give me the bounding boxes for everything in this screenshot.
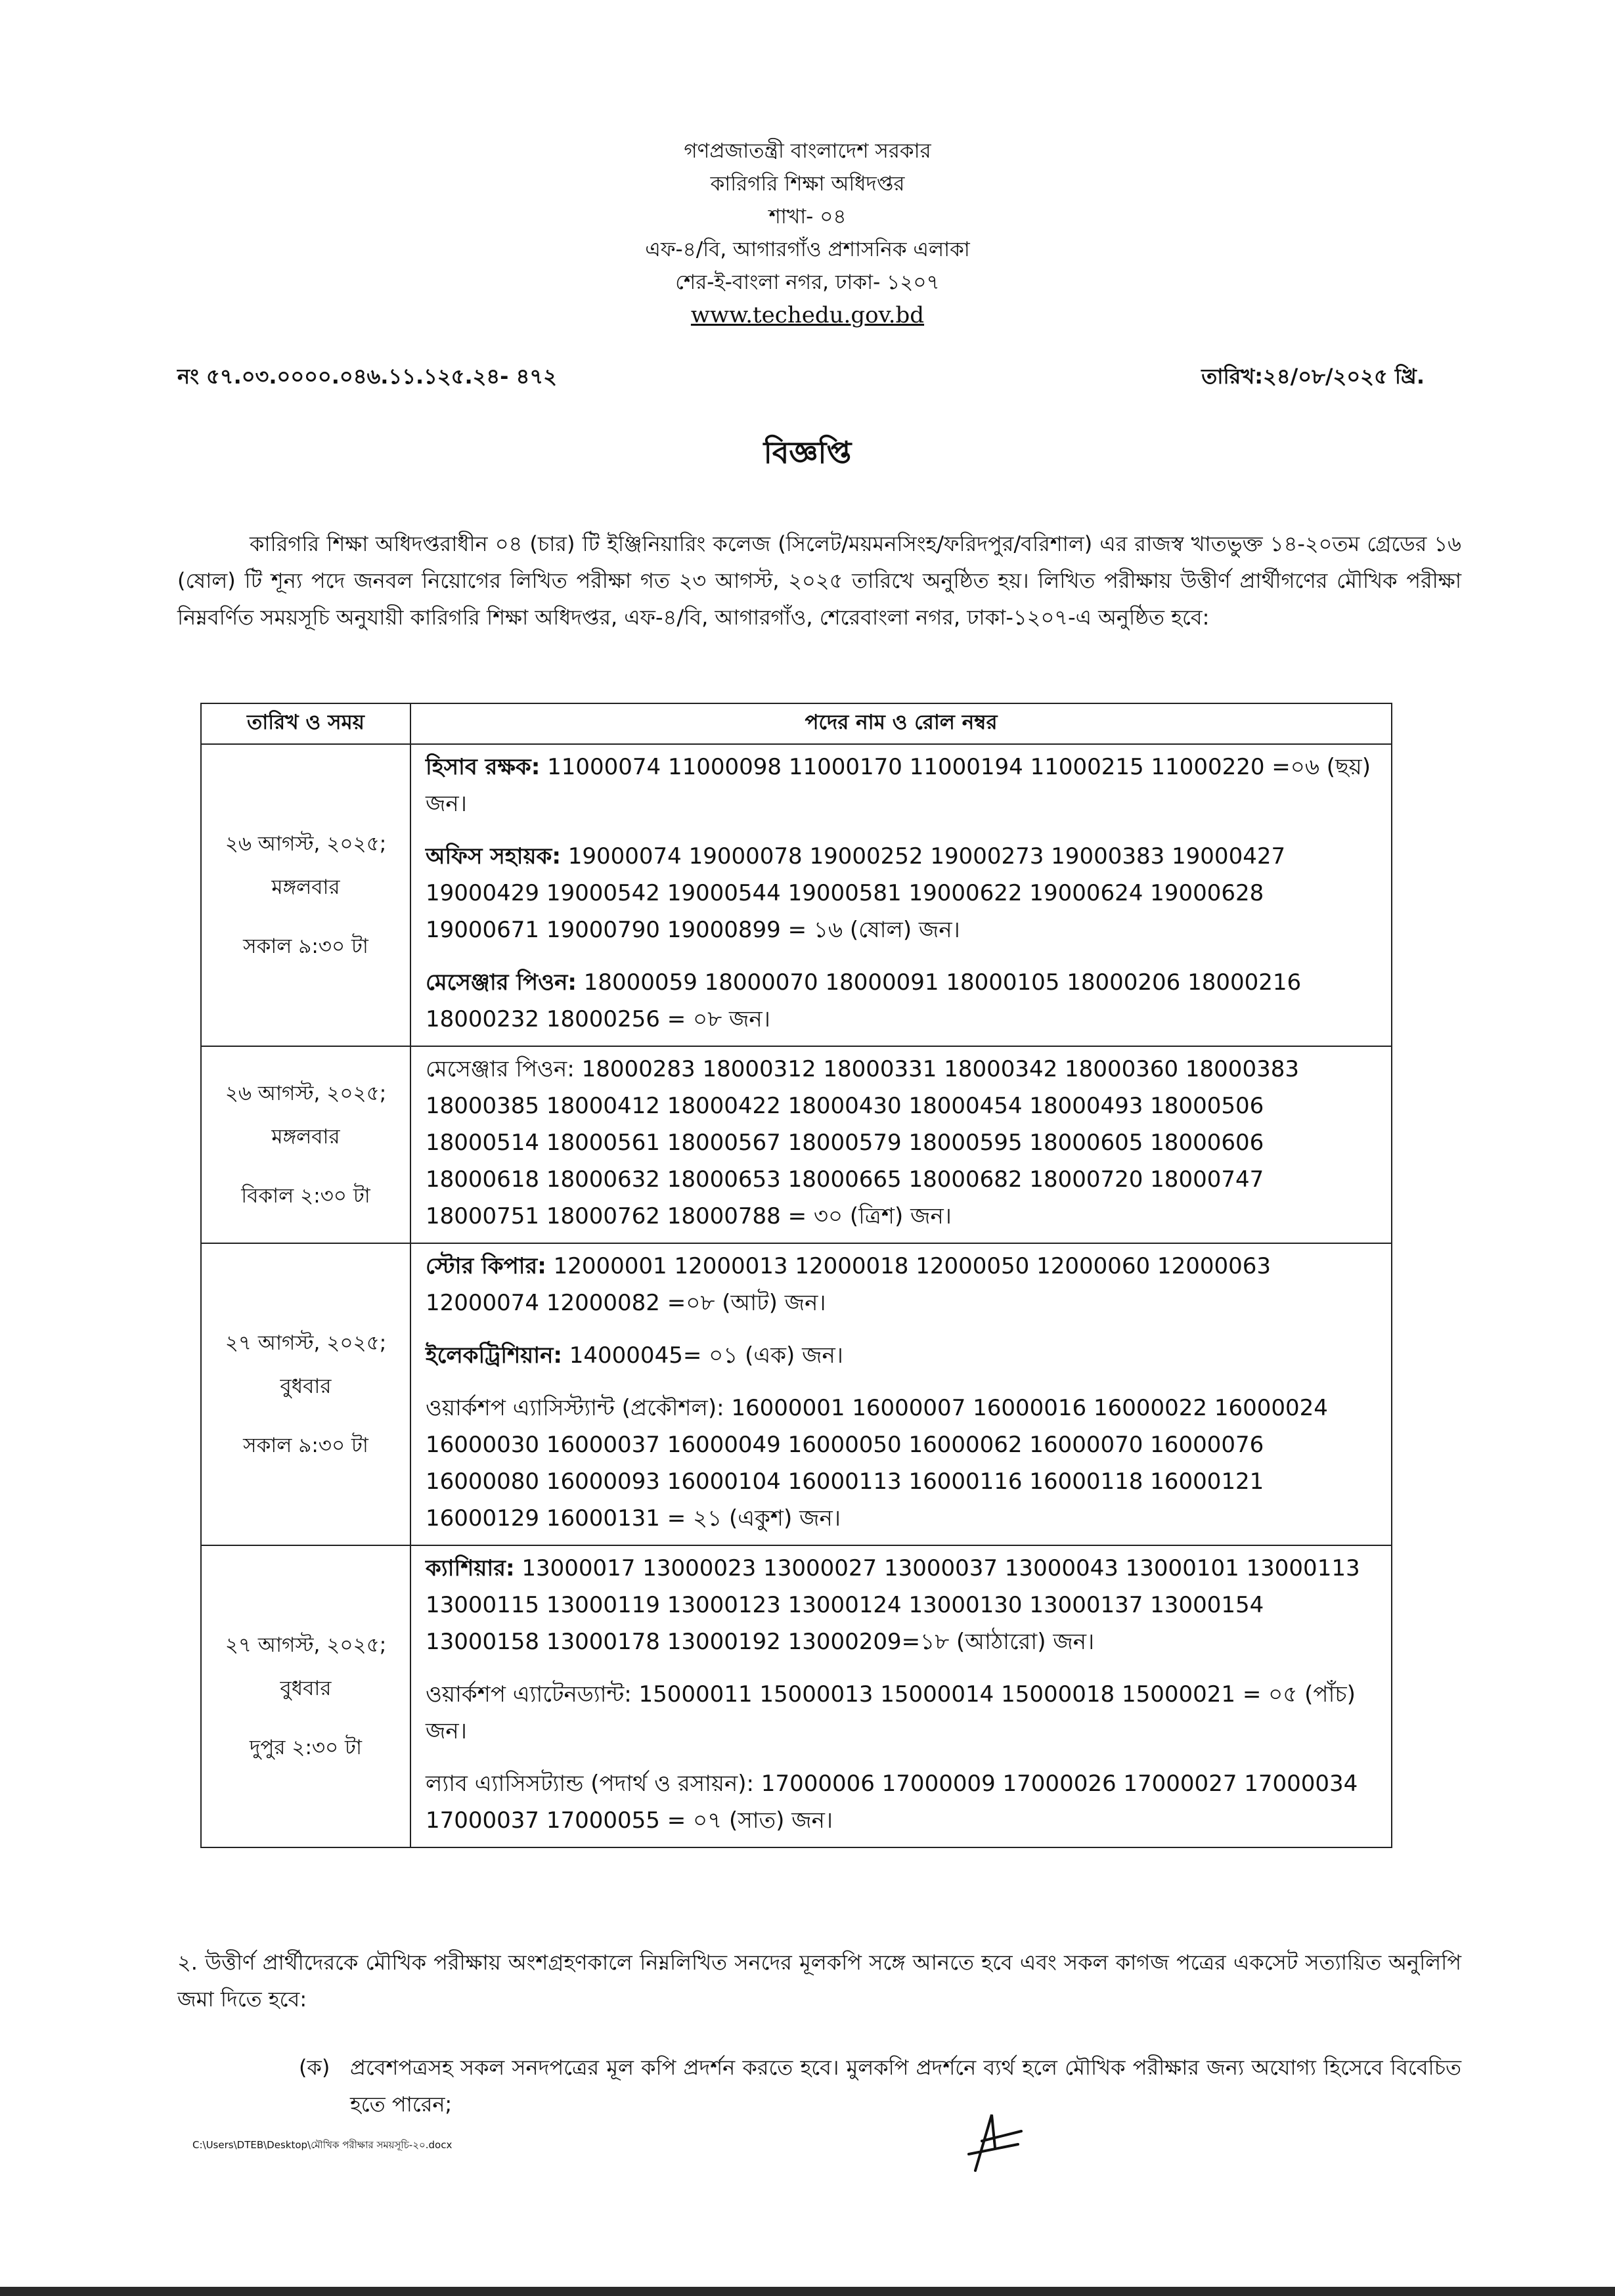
post-roll-cell: [410, 1243, 1392, 1545]
address-line-2: শের-ই-বাংলা নগর, ঢাকা- ১২০৭: [675, 271, 940, 294]
post-roll-cell: [410, 1046, 1392, 1243]
schedule-date-cell: [201, 1243, 410, 1545]
post-entry: [426, 749, 1375, 822]
file-path-footer: C:\Users\DTEB\Desktop\মৌখিক পরীক্ষার সময়সূচি-২০.docx: [192, 2139, 453, 2151]
scan-edge-bar: [0, 2287, 1615, 2296]
letterhead: [0, 135, 1615, 332]
post-entry: [426, 1676, 1375, 1750]
roll-numbers: 14000045= ০১ (এক) জন।: [562, 1342, 843, 1369]
department-name: কারিগরি শিক্ষা অধিদপ্তর: [710, 172, 905, 196]
roll-numbers: 12000001 12000013 12000018 12000050 12000060 12000063 12000074 12000082 =০৮ (আট) জন।: [426, 1253, 1271, 1316]
govt-name: গণপ্রজাতন্ত্রী বাংলাদেশ সরকার: [684, 139, 931, 163]
roll-numbers: 19000074 19000078 19000252 19000273 19000383 19000427 19000429 19000542 19000544 19000581 19000622 19000624 19000628 19000671 19000790 19000899 = ১৬ (ষোল) জন।: [426, 843, 1286, 943]
schedule-time: দুপুর ২:৩০ টা: [250, 1736, 362, 1759]
notice-title: বিজ্ঞপ্তি: [763, 435, 852, 470]
post-label: হিসাব রক্ষক:: [426, 754, 541, 780]
schedule-day: বুধবার: [280, 1375, 332, 1398]
post-entry: [426, 1248, 1375, 1321]
schedule-day: মঙ্গলবার: [271, 875, 340, 899]
schedule-date: ২৭ আগস্ট, ২০২৫;: [225, 1633, 387, 1657]
table-row: [201, 744, 1392, 1046]
post-entry: [426, 1765, 1375, 1839]
table-row: [201, 1046, 1392, 1243]
col-header-post-roll: পদের নাম ও রোল নম্বর: [410, 703, 1392, 744]
post-label: মেসেঞ্জার পিওন:: [426, 969, 577, 996]
roll-numbers: 18000059 18000070 18000091 18000105 18000206 18000216 18000232 18000256 = ০৮ জন।: [426, 969, 1302, 1032]
sub-item-text: প্রবেশপত্রসহ সকল সনদপত্রের মূল কপি প্রদর্শন করতে হবে। মুলকপি প্রদর্শনে ব্যর্থ হলে মৌখিক পরীক্ষার জন্য অযোগ্য হিসেবে বিবেচিত হতে পারেন;: [350, 2055, 1461, 2117]
col-header-date-time: তারিখ ও সময়: [201, 703, 410, 744]
intro-paragraph: কারিগরি শিক্ষা অধিদপ্তরাধীন ০৪ (চার) টি ইঞ্জিনিয়ারিং কলেজ (সিলেট/ময়মনসিংহ/ফরিদপুর/বরিশাল) এর রাজস্ব খাতভুক্ত ১৪-২০তম গ্রেডের ১৬ (ষোল) টি শূন্য পদে জনবল নিয়োগের লিখিত পরীক্ষা গত ২৩ আগস্ট, ২০২৫ তারিখে অনুষ্ঠিত হয়। লিখিত পরীক্ষায় উত্তীর্ণ প্রার্থীগণের মৌখিক পরীক্ষা নিম্নবর্ণিত সময়সূচি অনুযায়ী কারিগরি শিক্ষা অধিদপ্তর, এফ-৪/বি, আগারগাঁও, শেরেবাংলা নগর, ঢাকা-১২০৭-এ অনুষ্ঠিত হবে:: [177, 531, 1461, 630]
schedule-date-cell: [201, 1046, 410, 1243]
post-label: ইলেকট্রিশিয়ান:: [426, 1342, 562, 1369]
schedule-date: ২৬ আগস্ট, ২০২৫;: [225, 1082, 387, 1105]
paragraph-2: ২. উত্তীর্ণ প্রার্থীদেরকে মৌখিক পরীক্ষায় অংশগ্রহণকালে নিম্নলিখিত সনদের মূলকপি সঙ্গে আনতে হবে এবং সকল কাগজ পত্রের একসেট সত্যায়িত অনুলিপি জমা দিতে হবে:: [177, 1950, 1461, 2012]
sub-item-marker: (ক): [299, 2055, 330, 2080]
post-roll-cell: [410, 1545, 1392, 1847]
post-label: স্টোর কিপার:: [426, 1253, 546, 1279]
schedule-date: ২৬ আগস্ট, ২০২৫;: [225, 832, 387, 856]
schedule-date-cell: [201, 744, 410, 1046]
schedule-time: সকাল ৯:৩০ টা: [243, 935, 368, 958]
schedule-day: মঙ্গলবার: [271, 1125, 340, 1149]
roll-numbers: ওয়ার্কশপ এ্যাসিস্ট্যান্ট (প্রকৌশল): 16000001 16000007 16000016 16000022 16000024 16000030 16000037 16000049 16000050 16000062 16000070 16000076 16000080 16000093 16000104 16000113 16000116 16000118 16000121 16000129 16000131 = ২১ (একুশ) জন।: [426, 1395, 1328, 1532]
schedule-date: ২৭ আগস্ট, ২০২৫;: [225, 1331, 387, 1355]
schedule-table: [200, 703, 1392, 1848]
issue-date: তারিখ:২৪/০৮/২০২৫ খ্রি.: [1201, 364, 1425, 389]
signature-icon: [956, 2108, 1028, 2180]
address-line-1: এফ-৪/বি, আগারগাঁও প্রশাসনিক এলাকা: [645, 238, 970, 261]
reference-line: [177, 360, 1425, 395]
sub-item-a: [299, 2049, 1461, 2123]
post-entry: [426, 1337, 1375, 1374]
roll-numbers: ল্যাব এ্যাসিসট্যান্ড (পদার্থ ও রসায়ন): 17000006 17000009 17000026 17000027 17000034 17000037 17000055 = ০৭ (সাত) জন।: [426, 1771, 1358, 1834]
schedule-time: সকাল ৯:৩০ টা: [243, 1434, 368, 1457]
roll-numbers: মেসেঞ্জার পিওন: 18000283 18000312 18000331 18000342 18000360 18000383 18000385 18000412 18000422 18000430 18000454 18000493 18000506 18000514 18000561 18000567 18000579 18000595 18000605 18000606 18000618 18000632 18000653 18000665 18000682 18000720 18000747 18000751 18000762 18000788 = ৩০ (ত্রিশ) জন।: [426, 1056, 1299, 1229]
roll-numbers: 13000017 13000023 13000027 13000037 13000043 13000101 13000113 13000115 13000119 13000123 13000124 13000130 13000137 13000154 13000158 13000178 13000192 13000209=১৮ (আঠারো) জন।: [426, 1555, 1360, 1655]
branch-name: শাখা- ০৪: [768, 205, 847, 229]
schedule-time: বিকাল ২:৩০ টা: [241, 1184, 370, 1208]
post-entry: [426, 838, 1375, 948]
post-entry: [426, 1051, 1375, 1235]
schedule-date-cell: [201, 1545, 410, 1847]
post-entry: [426, 1390, 1375, 1537]
roll-numbers: 11000074 11000098 11000170 11000194 11000215 11000220 =০৬ (ছয়) জন।: [426, 754, 1371, 817]
table-row: [201, 1243, 1392, 1545]
roll-numbers: ওয়ার্কশপ এ্যাটেনড্যান্ট: 15000011 15000013 15000014 15000018 15000021 = ০৫ (পাঁচ) জন।: [426, 1681, 1356, 1744]
table-header-row: [201, 703, 1392, 744]
post-entry: [426, 964, 1375, 1038]
website-link[interactable]: www.techedu.gov.bd: [690, 302, 925, 328]
memo-number: নং ৫৭.০৩.০০০০.০৪৬.১১.১২৫.২৪- ৪৭২: [177, 364, 557, 389]
post-roll-cell: [410, 744, 1392, 1046]
post-label: অফিস সহায়ক:: [426, 843, 561, 870]
table-row: [201, 1545, 1392, 1847]
post-entry: [426, 1550, 1375, 1660]
schedule-day: বুধবার: [280, 1677, 332, 1700]
post-label: ক্যাশিয়ার:: [426, 1555, 515, 1581]
